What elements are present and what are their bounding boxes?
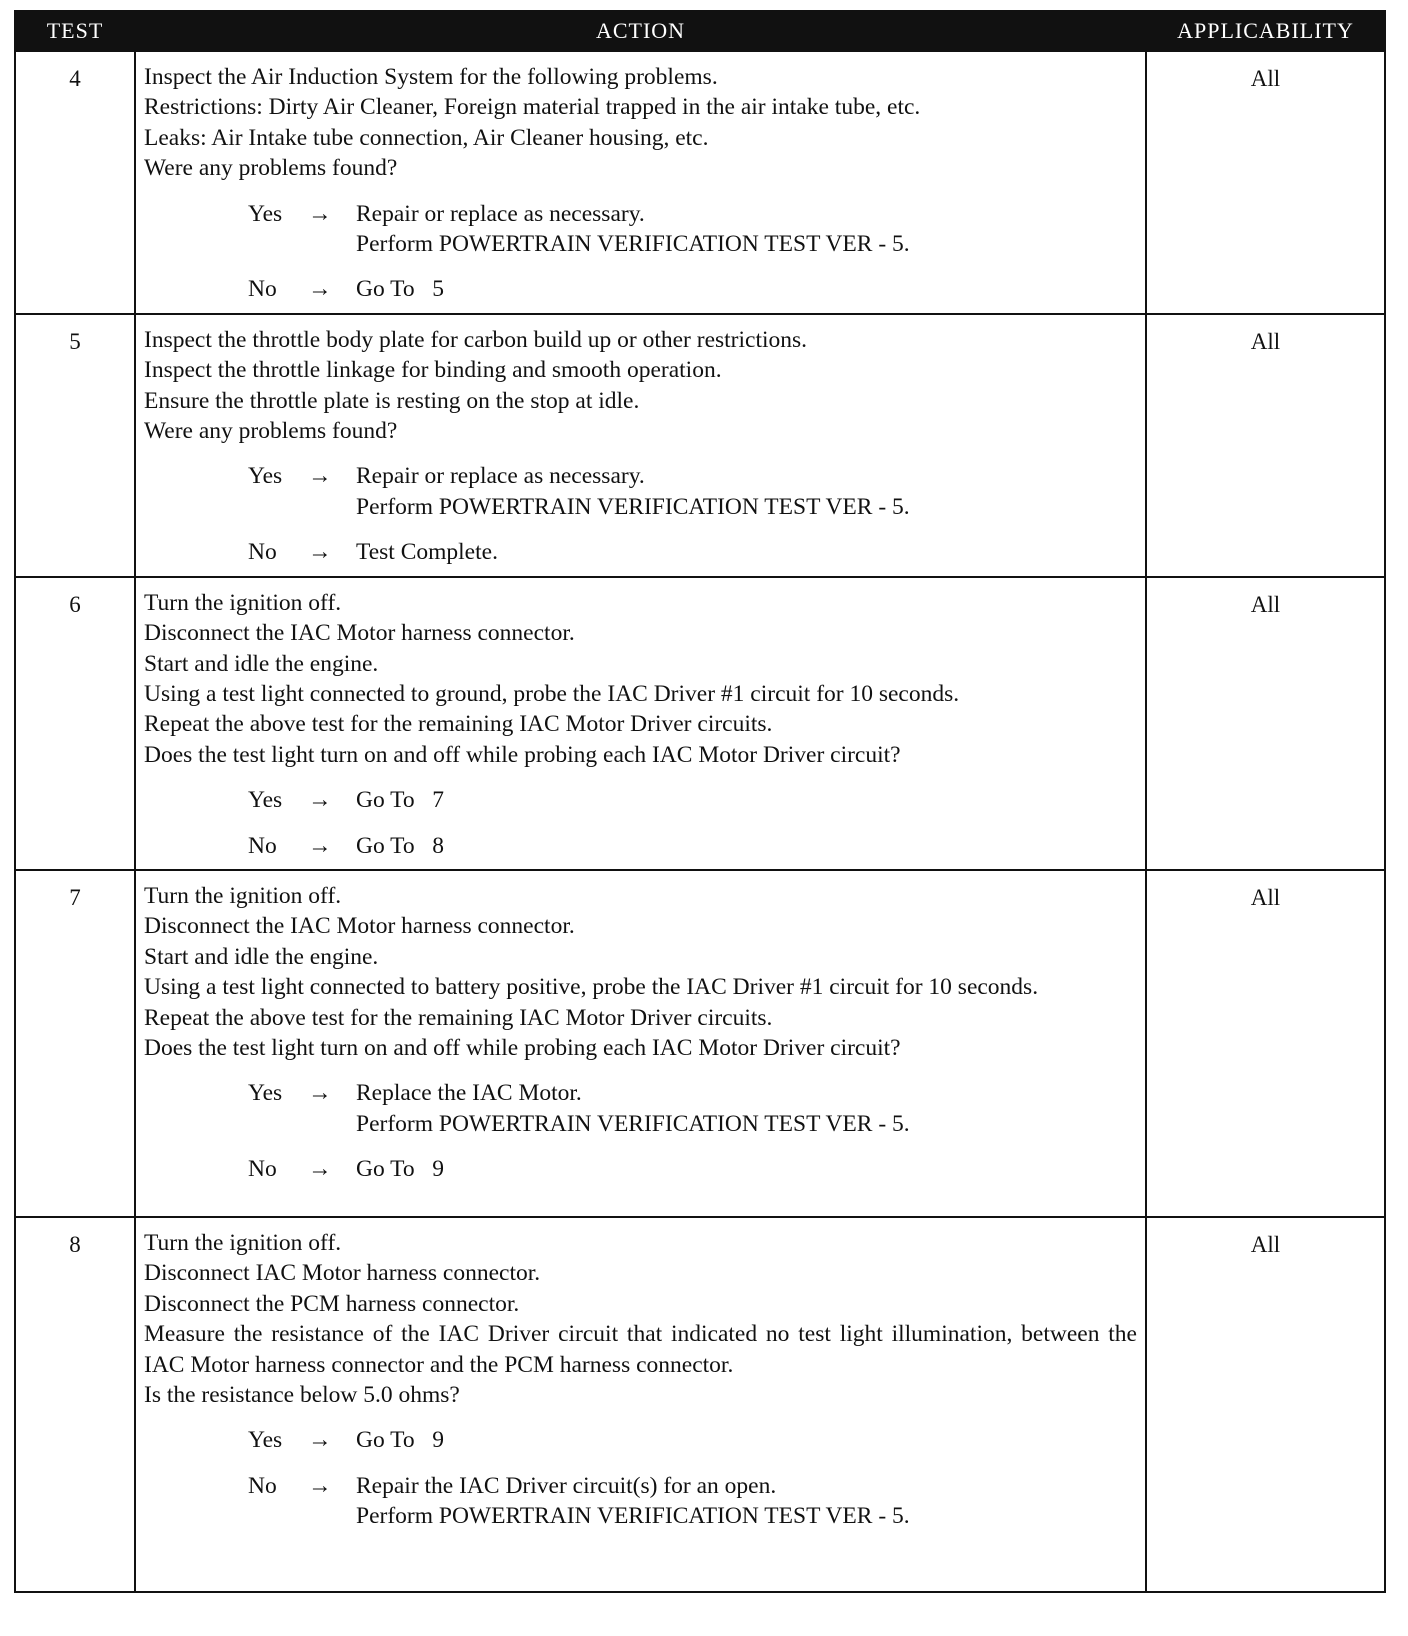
test-action <box>135 1217 1146 1592</box>
result-line: Perform POWERTRAIN VERIFICATION TEST VER - 5. <box>356 1110 910 1137</box>
action-line: Were any problems found? <box>144 418 398 445</box>
action-line: Ensure the throttle plate is resting on the stop at idle. <box>144 387 640 414</box>
no-outcome <box>248 1154 1137 1184</box>
result-line: Go To 8 <box>356 832 445 859</box>
no-label: No <box>248 276 277 303</box>
test-number: 5 <box>15 314 135 577</box>
result-line: Go To 7 <box>356 787 445 814</box>
right-arrow-icon: → <box>308 787 332 814</box>
yes-label: Yes <box>248 1080 283 1107</box>
test-action <box>135 314 1146 577</box>
no-label: No <box>248 832 277 859</box>
action-line: Leaks: Air Intake tube connection, Air Cleaner housing, etc. <box>144 124 709 151</box>
result-line: Test Complete. <box>356 539 498 566</box>
action-line: Inspect the throttle linkage for binding and smooth operation. <box>144 357 722 384</box>
no-outcome <box>248 274 1137 304</box>
result-line: Repair or replace as necessary. <box>356 200 645 227</box>
yes-label: Yes <box>248 200 283 227</box>
header-row <box>15 11 1385 51</box>
result-line: Go To 9 <box>356 1156 445 1183</box>
right-arrow-icon: → <box>308 539 332 566</box>
yes-result <box>356 1425 444 1455</box>
no-result <box>356 1471 910 1532</box>
right-arrow-icon: → <box>308 832 332 859</box>
action-line: Is the resistance below 5.0 ohms? <box>144 1381 460 1408</box>
test-number: 7 <box>15 870 135 1217</box>
yes-result <box>356 1078 910 1139</box>
no-result <box>356 537 498 567</box>
no-label: No <box>248 539 277 566</box>
no-result <box>356 1154 444 1184</box>
test-action <box>135 870 1146 1217</box>
test-number: 8 <box>15 1217 135 1592</box>
action-line: Does the test light turn on and off while probing each IAC Motor Driver circuit? <box>144 1034 901 1061</box>
diagnostic-test-table <box>14 10 1386 1593</box>
test-row-8 <box>15 1217 1385 1592</box>
action-line: Using a test light connected to battery positive, probe the IAC Driver #1 circuit for 10 seconds. <box>144 974 1039 1001</box>
applicability-value: All <box>1146 51 1385 314</box>
yes-outcome <box>248 1425 1137 1455</box>
action-line: Repeat the above test for the remaining IAC Motor Driver circuits. <box>144 1004 773 1031</box>
right-arrow-icon: → <box>308 1427 332 1454</box>
action-line: Start and idle the engine. <box>144 943 379 970</box>
action-line: Disconnect the IAC Motor harness connector. <box>144 620 575 647</box>
test-action <box>135 577 1146 870</box>
right-arrow-icon: → <box>308 276 332 303</box>
result-line: Perform POWERTRAIN VERIFICATION TEST VER - 5. <box>356 231 910 258</box>
result-line: Perform POWERTRAIN VERIFICATION TEST VER - 5. <box>356 1503 910 1530</box>
right-arrow-icon: → <box>308 1156 332 1183</box>
result-line: Repair or replace as necessary. <box>356 463 645 490</box>
action-line: Restrictions: Dirty Air Cleaner, Foreign material trapped in the air intake tube, etc. <box>144 94 921 121</box>
test-row-7 <box>15 870 1385 1217</box>
no-result <box>356 831 444 861</box>
yes-label: Yes <box>248 463 283 490</box>
test-number: 4 <box>15 51 135 314</box>
right-arrow-icon: → <box>308 1080 332 1107</box>
action-line: Turn the ignition off. <box>144 882 342 909</box>
applicability-column-header: APPLICABILITY <box>1146 11 1385 51</box>
action-line: Measure the resistance of the IAC Driver circuit that indicated no test light illumination, between the IAC Motor harness connector and the PCM harness connector. <box>144 1321 1137 1378</box>
test-row-4 <box>15 51 1385 314</box>
test-action <box>135 51 1146 314</box>
yes-result <box>356 199 910 260</box>
no-label: No <box>248 1472 277 1499</box>
right-arrow-icon: → <box>308 200 332 227</box>
action-line: Disconnect IAC Motor harness connector. <box>144 1260 541 1287</box>
action-line: Start and idle the engine. <box>144 650 379 677</box>
action-line: Were any problems found? <box>144 155 398 182</box>
no-result <box>356 274 444 304</box>
result-line: Go To 9 <box>356 1427 445 1454</box>
yes-outcome <box>248 1078 1137 1139</box>
yes-label: Yes <box>248 1427 283 1454</box>
right-arrow-icon: → <box>308 1472 332 1499</box>
no-outcome <box>248 831 1137 861</box>
action-line: Turn the ignition off. <box>144 1229 342 1256</box>
result-line: Repair the IAC Driver circuit(s) for an open. <box>356 1472 777 1499</box>
applicability-value: All <box>1146 577 1385 870</box>
yes-outcome <box>248 461 1137 522</box>
yes-outcome <box>248 785 1137 815</box>
test-number: 6 <box>15 577 135 870</box>
action-line: Disconnect the PCM harness connector. <box>144 1290 520 1317</box>
yes-label: Yes <box>248 787 283 814</box>
result-line: Perform POWERTRAIN VERIFICATION TEST VER - 5. <box>356 493 910 520</box>
action-line: Inspect the throttle body plate for carbon build up or other restrictions. <box>144 326 808 353</box>
test-column-header: TEST <box>15 11 135 51</box>
yes-outcome <box>248 199 1137 260</box>
no-outcome <box>248 537 1137 567</box>
action-line: Does the test light turn on and off while probing each IAC Motor Driver circuit? <box>144 741 901 768</box>
action-column-header: ACTION <box>135 11 1146 51</box>
right-arrow-icon: → <box>308 463 332 490</box>
yes-result <box>356 785 444 815</box>
applicability-value: All <box>1146 870 1385 1217</box>
no-label: No <box>248 1156 277 1183</box>
result-line: Go To 5 <box>356 276 445 303</box>
no-outcome <box>248 1471 1137 1532</box>
action-line: Turn the ignition off. <box>144 589 342 616</box>
action-line: Inspect the Air Induction System for the following problems. <box>144 64 718 90</box>
action-line: Disconnect the IAC Motor harness connector. <box>144 913 575 940</box>
applicability-value: All <box>1146 314 1385 577</box>
test-row-5 <box>15 314 1385 577</box>
result-line: Replace the IAC Motor. <box>356 1080 582 1107</box>
action-line: Repeat the above test for the remaining IAC Motor Driver circuits. <box>144 711 773 738</box>
action-line: Using a test light connected to ground, probe the IAC Driver #1 circuit for 10 seconds. <box>144 680 960 707</box>
yes-result <box>356 461 910 522</box>
applicability-value: All <box>1146 1217 1385 1592</box>
test-row-6 <box>15 577 1385 870</box>
